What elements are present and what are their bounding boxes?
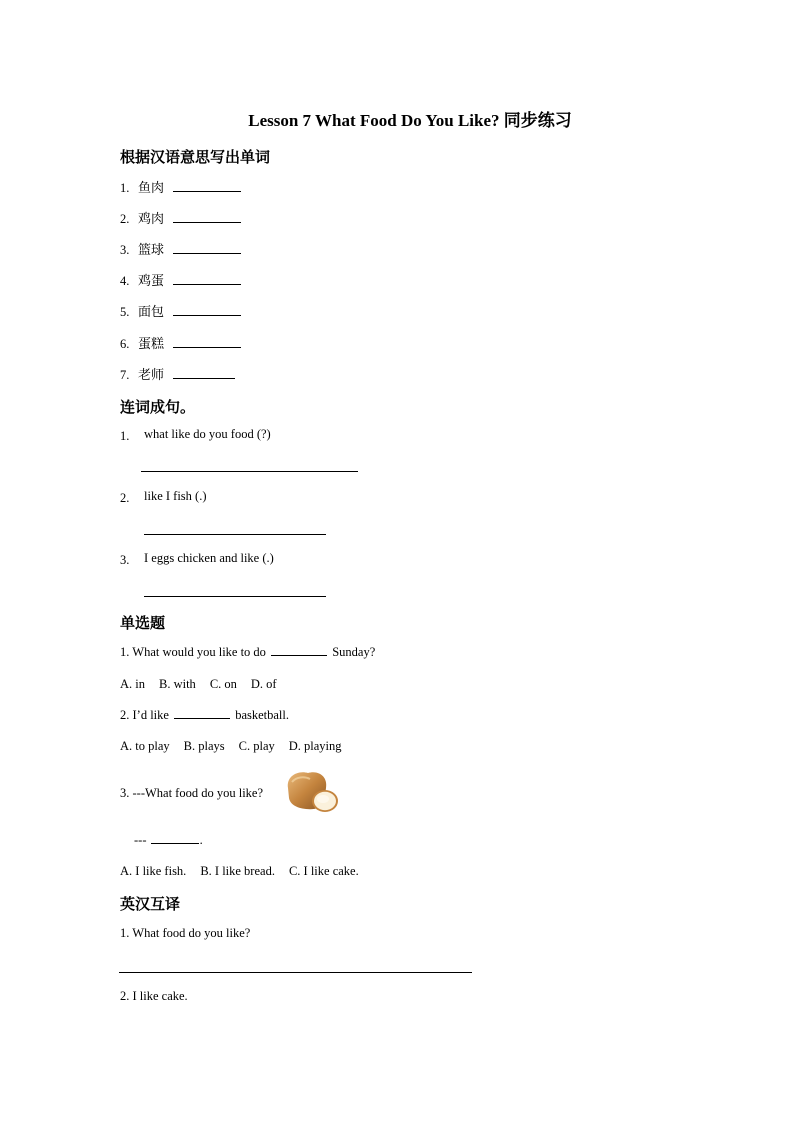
bread-icon: [284, 768, 342, 816]
question-number: 2.: [120, 491, 130, 505]
answer-line[interactable]: [144, 534, 326, 535]
section-heading-sentence-building: 连词成句。: [120, 398, 196, 416]
answer-blank[interactable]: [174, 717, 230, 719]
vocab-item: 1. 鱼肉: [120, 177, 241, 196]
translation-question-1: 1. What food do you like?: [120, 926, 251, 940]
scrambled-words: I eggs chicken and like (.): [144, 551, 274, 565]
answer-line-3: --- .: [134, 833, 203, 847]
section-heading-translation: 英汉互译: [120, 895, 181, 913]
option[interactable]: C. on: [209, 677, 237, 691]
vocab-item: 5. 面包: [120, 301, 241, 320]
option[interactable]: A. in: [120, 677, 145, 691]
answer-blank[interactable]: [173, 283, 241, 285]
section-heading-multiple-choice: 单选题: [120, 614, 166, 632]
page-title: Lesson 7 What Food Do You Like? 同步练习: [248, 111, 572, 130]
answer-line[interactable]: [119, 972, 472, 973]
option[interactable]: A. to play: [120, 739, 170, 753]
translation-question-2: 2. I like cake.: [120, 989, 188, 1003]
option[interactable]: D. of: [250, 677, 277, 691]
mc-options-3: [120, 864, 373, 879]
option[interactable]: B. I like bread.: [200, 864, 275, 878]
option[interactable]: B. with: [159, 677, 196, 691]
vocab-item: 2. 鸡肉: [120, 208, 241, 227]
option[interactable]: A. I like fish.: [120, 864, 187, 878]
answer-blank[interactable]: [173, 190, 241, 192]
answer-blank[interactable]: [173, 314, 241, 316]
section-heading-vocabulary: 根据汉语意思写出单词: [120, 148, 271, 166]
mc-question-3: 3. ---What food do you like?: [120, 786, 264, 800]
mc-options-1: [120, 677, 291, 692]
answer-blank[interactable]: [151, 842, 199, 844]
answer-blank[interactable]: [271, 654, 327, 656]
answer-blank[interactable]: [173, 377, 235, 379]
mc-options-2: [120, 739, 356, 754]
option[interactable]: C. play: [238, 739, 275, 753]
question-number: 3.: [120, 553, 130, 567]
vocab-item: 3. 篮球: [120, 239, 241, 258]
vocab-item: 7. 老师: [120, 364, 235, 383]
option[interactable]: B. plays: [183, 739, 225, 753]
answer-line[interactable]: [144, 596, 326, 597]
mc-question-2: 2. I’d like basketball.: [120, 708, 290, 722]
vocab-item: 4. 鸡蛋: [120, 270, 241, 289]
answer-blank[interactable]: [173, 221, 241, 223]
vocab-item: 6. 蛋糕: [120, 333, 241, 352]
option[interactable]: D. playing: [288, 739, 342, 753]
option[interactable]: C. I like cake.: [288, 864, 359, 878]
mc-question-1: 1. What would you like to do Sunday?: [120, 645, 376, 659]
question-number: 1.: [120, 429, 130, 443]
scrambled-words: what like do you food (?): [144, 427, 271, 441]
answer-blank[interactable]: [173, 252, 241, 254]
scrambled-words: like I fish (.): [144, 489, 207, 503]
answer-line[interactable]: [141, 471, 358, 472]
answer-blank[interactable]: [173, 346, 241, 348]
